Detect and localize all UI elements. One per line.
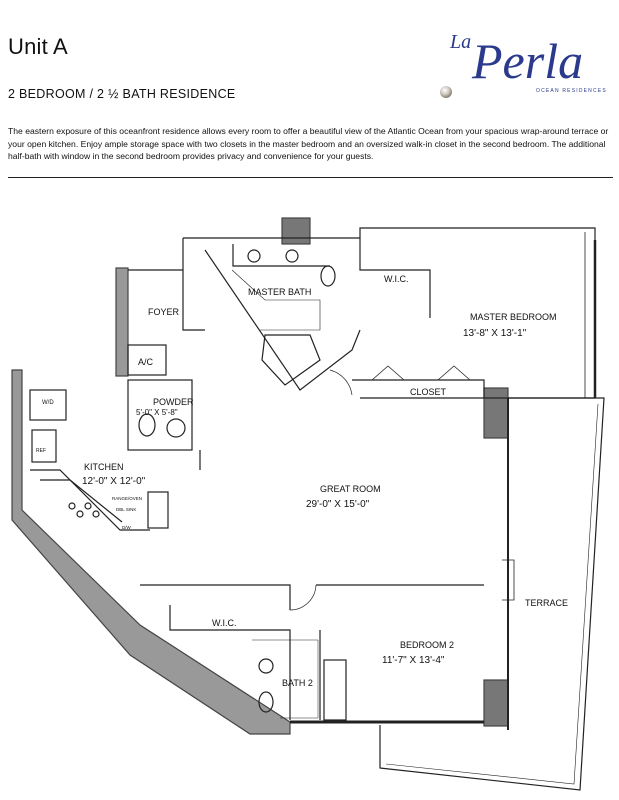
pillar bbox=[282, 218, 310, 244]
label-wic-bedroom2: W.I.C. bbox=[212, 618, 237, 628]
double-sink bbox=[148, 492, 168, 528]
exterior-wall bbox=[12, 370, 290, 734]
pillar bbox=[484, 388, 508, 438]
label-powder: POWDER bbox=[153, 397, 194, 407]
logo-la: La bbox=[450, 31, 472, 53]
burner-icon bbox=[85, 503, 91, 509]
label-bath2: BATH 2 bbox=[282, 678, 313, 688]
label-wd: W/D bbox=[42, 400, 54, 406]
pillar bbox=[484, 680, 508, 726]
closet-door bbox=[372, 366, 470, 380]
exterior-wall bbox=[116, 268, 128, 376]
bathtub-icon bbox=[324, 660, 346, 720]
label-kitchen: KITCHEN bbox=[84, 462, 124, 472]
divider bbox=[8, 177, 613, 178]
wall bbox=[205, 250, 360, 390]
label-bedroom2: BEDROOM 2 bbox=[400, 640, 455, 650]
tile-floor bbox=[232, 270, 320, 330]
pearl-icon bbox=[440, 86, 452, 98]
label-ref: REF bbox=[36, 448, 46, 454]
page-title: Unit A bbox=[8, 34, 68, 59]
label-master-bath: MASTER BATH bbox=[248, 287, 312, 297]
terrace-railing bbox=[386, 404, 598, 784]
label-foyer: FOYER bbox=[148, 307, 180, 317]
sink-icon bbox=[248, 250, 260, 262]
toilet-icon bbox=[321, 266, 335, 286]
label-terrace: TERRACE bbox=[525, 598, 569, 608]
toilet-icon bbox=[139, 414, 155, 436]
sink-icon bbox=[259, 659, 273, 673]
sink-icon bbox=[286, 250, 298, 262]
label-wic-master: W.I.C. bbox=[384, 274, 409, 284]
unit-subtitle: 2 BEDROOM / 2 ½ BATH RESIDENCE bbox=[8, 87, 236, 101]
kitchen-dimensions: 12'-0" X 12'-0" bbox=[82, 476, 146, 487]
terrace-outline bbox=[380, 398, 604, 790]
door-swing bbox=[330, 370, 352, 395]
label-ac: A/C bbox=[138, 357, 154, 367]
master-bedroom-dimensions: 13'-8" X 13'-1" bbox=[463, 328, 527, 339]
label-dw: D/W bbox=[122, 525, 131, 530]
floor-plan bbox=[0, 190, 619, 800]
unit-description: The eastern exposure of this oceanfront residence allows every room to offer a beautiful view of the Atlantic Ocean from your spacious wrap-around terrace or your open kitchen. Enjoy ample storage space with two closets in the master bedroom and an oversized walk-in closet in the second bedroom. The additional half-bath with window in the second bedroom provides privacy and convenience for your guests. bbox=[8, 126, 609, 161]
label-range: RANGE/OVEN bbox=[112, 496, 143, 501]
bedroom2-dimensions: 11'-7" X 13'-4" bbox=[382, 655, 445, 666]
great-room-dimensions: 29'-0" X 15'-0" bbox=[306, 499, 370, 510]
powder-dimensions: 5'-0" X 5'-8" bbox=[136, 408, 178, 417]
wall bbox=[183, 238, 205, 330]
door-swing bbox=[290, 585, 316, 610]
la-perla-logo bbox=[432, 6, 612, 106]
label-closet: CLOSET bbox=[410, 387, 447, 397]
burner-icon bbox=[69, 503, 75, 509]
burner-icon bbox=[93, 511, 99, 517]
label-master-bedroom: MASTER BEDROOM bbox=[470, 312, 557, 322]
logo-tagline: OCEAN RESIDENCES bbox=[536, 88, 607, 94]
label-dbl-sink: DBL SINK bbox=[116, 507, 137, 512]
burner-icon bbox=[77, 511, 83, 517]
label-great-room: GREAT ROOM bbox=[320, 484, 381, 494]
logo-perla: Perla bbox=[472, 33, 584, 89]
wall bbox=[140, 585, 290, 610]
refrigerator bbox=[32, 430, 56, 462]
sink-icon bbox=[167, 419, 185, 437]
